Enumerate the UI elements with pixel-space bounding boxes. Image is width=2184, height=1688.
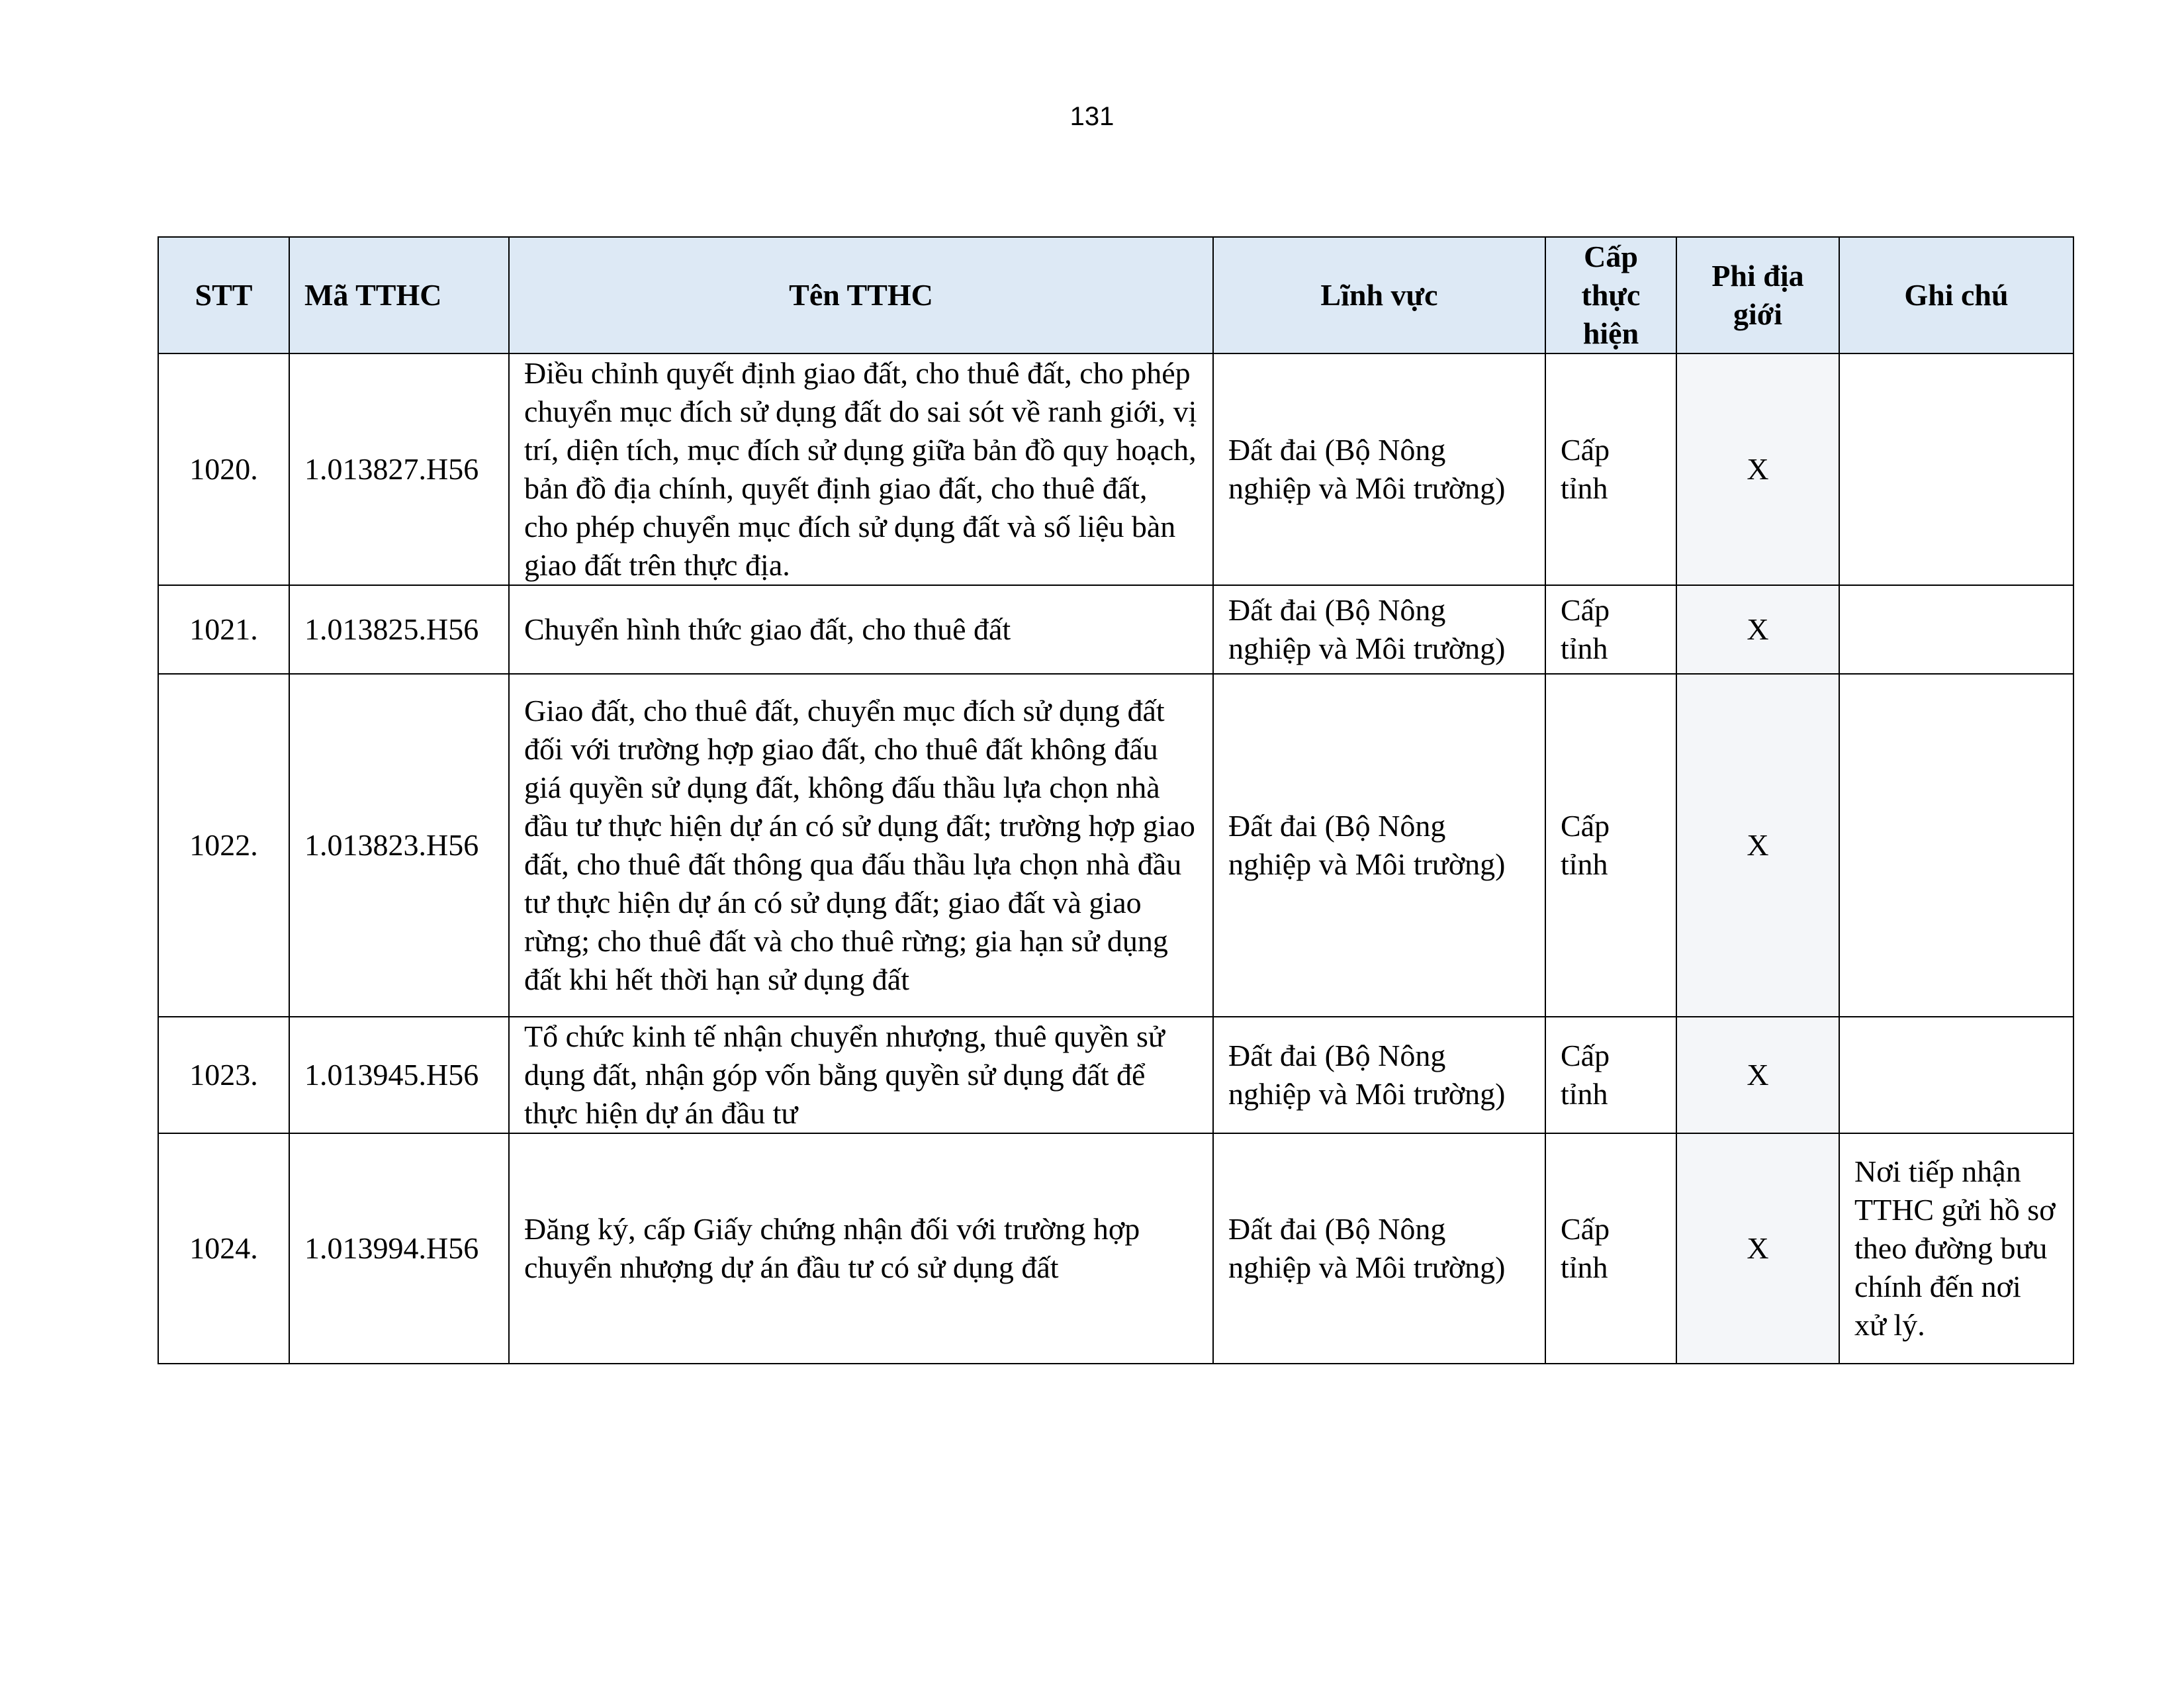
header-note: Ghi chú <box>1839 237 2073 353</box>
cell-level: Cấp tỉnh <box>1545 353 1676 585</box>
cell-field: Đất đai (Bộ Nông nghiệp và Môi trường) <box>1213 1133 1545 1364</box>
header-level-line: thực <box>1581 278 1641 312</box>
cell-stt: 1021. <box>158 585 289 674</box>
header-flag-line: giới <box>1733 297 1783 331</box>
cell-flag: X <box>1676 1133 1839 1364</box>
cell-code: 1.013825.H56 <box>289 585 509 674</box>
cell-name: Đăng ký, cấp Giấy chứng nhận đối với trường hợp chuyển nhượng dự án đầu tư có sử dụng đất <box>509 1133 1213 1364</box>
header-field: Lĩnh vực <box>1213 237 1545 353</box>
procedures-table <box>158 236 2074 1364</box>
table-row <box>158 353 2073 585</box>
cell-name: Chuyển hình thức giao đất, cho thuê đất <box>509 585 1213 674</box>
cell-name: Giao đất, cho thuê đất, chuyển mục đích sử dụng đất đối với trường hợp giao đất, cho thuê đất không đấu giá quyền sử dụng đất, không đấu thầu lựa chọn nhà đầu tư thực hiện dự án có sử dụng đất; trường hợp giao đất, cho thuê đất thông qua đấu thầu lựa chọn nhà đầu tư thực hiện dự án có sử dụng đất; giao đất và giao rừng; cho thuê đất và cho thuê rừng; gia hạn sử dụng đất khi hết thời hạn sử dụng đất <box>509 674 1213 1017</box>
cell-name: Điều chỉnh quyết định giao đất, cho thuê đất, cho phép chuyển mục đích sử dụng đất do sai sót về ranh giới, vị trí, diện tích, mục đích sử dụng giữa bản đồ quy hoạch, bản đồ địa chính, quyết định giao đất, cho thuê đất, cho phép chuyển mục đích sử dụng đất và số liệu bàn giao đất trên thực địa. <box>509 353 1213 585</box>
header-flag-line: Phi địa <box>1711 259 1804 293</box>
header-code: Mã TTHC <box>289 237 509 353</box>
cell-field: Đất đai (Bộ Nông nghiệp và Môi trường) <box>1213 1017 1545 1133</box>
cell-flag: X <box>1676 585 1839 674</box>
cell-note <box>1839 1017 2073 1133</box>
table-header-row <box>158 237 2073 353</box>
cell-stt: 1024. <box>158 1133 289 1364</box>
cell-stt: 1020. <box>158 353 289 585</box>
header-level-line: hiện <box>1582 316 1639 350</box>
cell-name: Tổ chức kinh tế nhận chuyển nhượng, thuê quyền sử dụng đất, nhận góp vốn bằng quyền sử dụng đất để thực hiện dự án đầu tư <box>509 1017 1213 1133</box>
header-level-line: Cấp <box>1584 240 1638 273</box>
cell-flag: X <box>1676 1017 1839 1133</box>
cell-code: 1.013823.H56 <box>289 674 509 1017</box>
table-row <box>158 674 2073 1017</box>
header-name: Tên TTHC <box>509 237 1213 353</box>
cell-note: Nơi tiếp nhận TTHC gửi hồ sơ theo đường bưu chính đến nơi xử lý. <box>1839 1133 2073 1364</box>
cell-level: Cấp tỉnh <box>1545 674 1676 1017</box>
cell-level: Cấp tỉnh <box>1545 1133 1676 1364</box>
cell-flag: X <box>1676 353 1839 585</box>
table-row <box>158 585 2073 674</box>
cell-field: Đất đai (Bộ Nông nghiệp và Môi trường) <box>1213 353 1545 585</box>
cell-note <box>1839 674 2073 1017</box>
cell-level: Cấp tỉnh <box>1545 1017 1676 1133</box>
header-stt: STT <box>158 237 289 353</box>
cell-flag: X <box>1676 674 1839 1017</box>
cell-field: Đất đai (Bộ Nông nghiệp và Môi trường) <box>1213 585 1545 674</box>
cell-note <box>1839 353 2073 585</box>
page-number: 131 <box>1069 102 1115 131</box>
cell-stt: 1022. <box>158 674 289 1017</box>
header-flag <box>1676 237 1839 353</box>
cell-stt: 1023. <box>158 1017 289 1133</box>
table-row <box>158 1133 2073 1364</box>
cell-code: 1.013827.H56 <box>289 353 509 585</box>
header-level <box>1545 237 1676 353</box>
cell-field: Đất đai (Bộ Nông nghiệp và Môi trường) <box>1213 674 1545 1017</box>
cell-code: 1.013945.H56 <box>289 1017 509 1133</box>
cell-level: Cấp tỉnh <box>1545 585 1676 674</box>
cell-note <box>1839 585 2073 674</box>
table-row <box>158 1017 2073 1133</box>
cell-code: 1.013994.H56 <box>289 1133 509 1364</box>
